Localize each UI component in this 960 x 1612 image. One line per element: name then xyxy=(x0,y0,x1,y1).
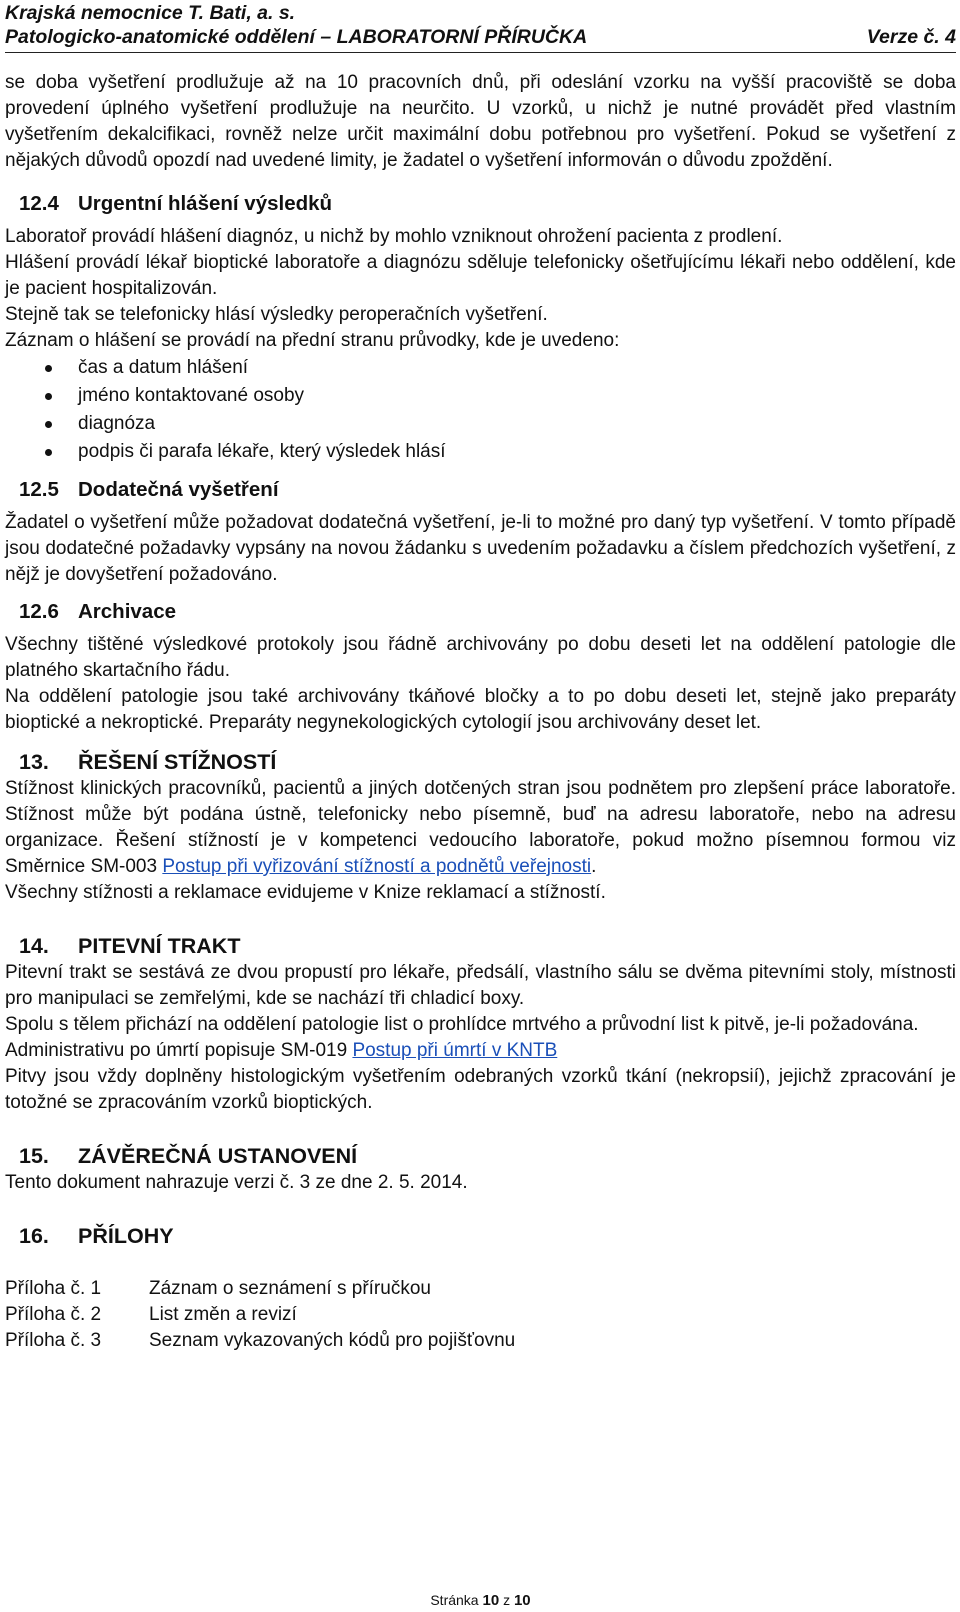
section-14-p2: Spolu s tělem přichází na oddělení patologie list o prohlídce mrtvého a průvodní list k pitvě, je-li požadována. xyxy=(5,1014,919,1035)
bullet-icon xyxy=(45,449,52,456)
list-item: diagnóza xyxy=(5,410,956,438)
header-organization: Krajská nemocnice T. Bati, a. s. xyxy=(5,2,296,24)
section-title: PITEVNÍ TRAKT xyxy=(78,934,241,958)
page-footer: Stránka 10 z 10 xyxy=(430,1592,531,1609)
section-14-p4: Pitvy jsou vždy doplněny histologickým vyšetřením odebraných vzorků tkání (nekropsií), jejichž zpracování je totožné se zpracováním vzorků bioptických. xyxy=(5,1066,956,1113)
section-number: 15. xyxy=(19,1144,49,1168)
section-14-p3: Administrativu po úmrtí popisuje SM-019 Postup při úmrtí v KNTB xyxy=(5,1040,558,1061)
section-number: 13. xyxy=(19,750,49,774)
section-12-4-p3: Stejně tak se telefonicky hlásí výsledky peroperačních vyšetření. xyxy=(5,304,548,325)
section-12-6-heading xyxy=(5,598,956,626)
intro-paragraph: se doba vyšetření prodlužuje až na 10 pracovních dnů, při odeslání vzorku na vyšší pracoviště se doba provedení úplného vyšetření prodlužuje na neurčito. U vzorků, u nichž je nutné provádět před vlastním vyšetřením dekalcifikaci, rovněž nelze určit maximální dobu potřebnou pro vyšetření. Pokud se vyšetření z nějakých důvodů opozdí nad uvedené limity, je žadatel o vyšetření informován o důvodu zpoždění. xyxy=(5,72,956,171)
section-13-p2: Všechny stížnosti a reklamace evidujeme v Knize reklamací a stížností. xyxy=(5,882,606,903)
section-title: PŘÍLOHY xyxy=(78,1224,174,1248)
section-13-p1: Stížnost klinických pracovníků, pacientů a jiných dotčených stran jsou podnětem pro zlepšení práce laboratoře. Stížnost může být podána ústně, telefonicky nebo písemně, buď na adresu laboratoře, nebo na adresu organizace. Řešení stížností je v kompetenci vedoucího laboratoře, pokud možno písemnou formou viz Směrnice SM-003 Postup při vyřizování stížností a podnětů veřejnosti. xyxy=(5,778,956,877)
section-number: 16. xyxy=(19,1224,49,1248)
section-number: 14. xyxy=(19,934,49,958)
list-item: podpis či parafa lékaře, který výsledek hlásí xyxy=(5,438,956,466)
section-14-p1: Pitevní trakt se sestává ze dvou propustí pro lékaře, předsálí, vlastního sálu se dvěma pitevními stoly, místnosti pro manipulaci se zemřelými, kde se nachází tři chladicí boxy. xyxy=(5,962,956,1009)
page-content xyxy=(5,70,956,1354)
section-number: 12.4 xyxy=(19,192,59,215)
list-item: Příloha č. 2 List změn a revizí xyxy=(5,1304,297,1325)
bullet-icon xyxy=(45,421,52,428)
section-title: ŘEŠENÍ STÍŽNOSTÍ xyxy=(78,750,277,774)
section-12-5-heading xyxy=(5,476,956,504)
list-item: čas a datum hlášení xyxy=(5,354,956,382)
section-12-4-p1: Laboratoř provádí hlášení diagnóz, u nichž by mohlo vzniknout ohrožení pacienta z prodlení. xyxy=(5,226,783,247)
section-14-heading xyxy=(5,932,956,960)
bullet-icon xyxy=(45,365,52,372)
header-department: Patologicko-anatomické oddělení – LABORATORNÍ PŘÍRUČKA xyxy=(5,26,588,48)
bullet-icon xyxy=(45,393,52,400)
section-number: 12.5 xyxy=(19,478,59,501)
current-page: 10 xyxy=(482,1592,500,1609)
list-item: Příloha č. 1 Záznam o seznámení s příručkou xyxy=(5,1278,431,1299)
section-12-6-p2: Na oddělení patologie jsou také archivovány tkáňové bločky a to po dobu deseti let, stejně jako preparáty bioptické a nekroptické. Preparáty negynekologických cytologií jsou archivovány deset let. xyxy=(5,686,956,733)
attachments-list xyxy=(5,1276,956,1354)
section-number: 12.6 xyxy=(19,600,59,623)
section-title: Dodatečná vyšetření xyxy=(78,478,279,501)
header-row-2 xyxy=(5,25,956,49)
list-item: Příloha č. 3 Seznam vykazovaných kódů pro pojišťovnu xyxy=(5,1330,516,1351)
header-version: Verze č. 4 xyxy=(866,26,956,48)
section-13-heading xyxy=(5,748,956,776)
document-page xyxy=(5,0,956,1609)
page-header xyxy=(5,0,956,53)
notification-record-list xyxy=(5,354,956,466)
section-12-6-p1: Všechny tištěné výsledkové protokoly jsou řádně archivovány po dobu deseti let na oddělení patologie dle platného skartačního řádu. xyxy=(5,634,956,681)
section-12-5-p1: Žadatel o vyšetření může požadovat dodatečná vyšetření, je-li to možné pro daný typ vyšetření. V tomto případě jsou dodatečné požadavky vypsány na novou žádanku s uvedením požadavku a číslem předchozích vyšetření, z nějž je dovyšetření požadováno. xyxy=(5,512,956,585)
death-procedure-link[interactable]: Postup při úmrtí v KNTB xyxy=(352,1040,558,1061)
section-title: ZÁVĚREČNÁ USTANOVENÍ xyxy=(78,1144,358,1168)
section-12-4-p2: Hlášení provádí lékař bioptické laboratoře a diagnózu sděluje telefonicky ošetřujícímu lékaři nebo oddělení, kde je pacient hospitalizován. xyxy=(5,252,956,299)
section-12-4-p4: Záznam o hlášení se provádí na přední stranu průvodky, kde je uvedeno: xyxy=(5,330,620,351)
section-15-p1: Tento dokument nahrazuje verzi č. 3 ze dne 2. 5. 2014. xyxy=(5,1172,468,1193)
section-15-heading xyxy=(5,1142,956,1170)
section-16-heading xyxy=(5,1222,956,1250)
total-pages: 10 xyxy=(513,1592,531,1609)
section-title: Urgentní hlášení výsledků xyxy=(78,192,333,215)
section-12-4-heading xyxy=(5,190,956,218)
list-item: jméno kontaktované osoby xyxy=(5,382,956,410)
section-title: Archivace xyxy=(78,600,177,623)
complaints-procedure-link[interactable]: Postup při vyřizování stížností a podnětů veřejnosti xyxy=(162,856,592,877)
